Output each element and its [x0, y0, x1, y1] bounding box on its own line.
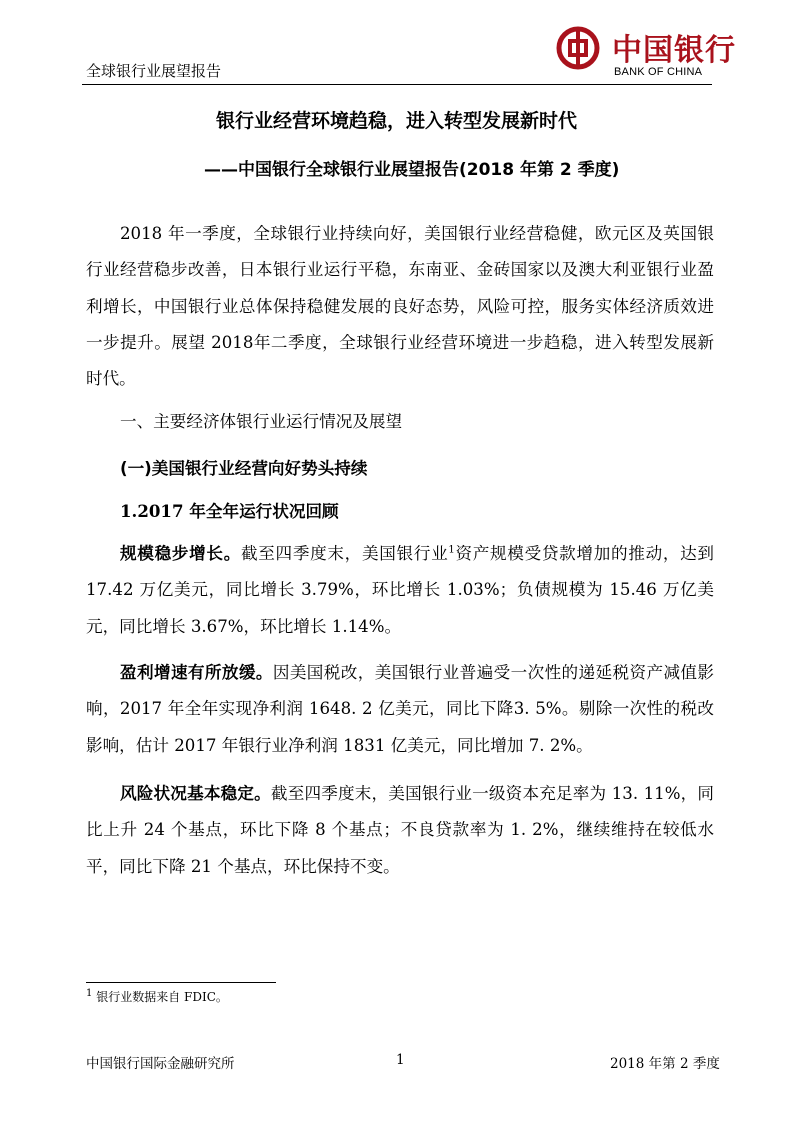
paragraph-risk-text: 截至四季度末，美国银行业一级资本充足率为 13. 11%，同比上升 24 个基点，环比下降 8 个基点；不良贷款率为 1. 2%，继续维持在较低水平，同比下降 21 个基点，环比保持不变。 — [86, 784, 714, 876]
logo-english-name: BANK OF CHINA — [614, 66, 703, 78]
footer-quarter: 2018 年第 2 季度 — [610, 1056, 720, 1072]
footnote-mark: 1 — [86, 988, 93, 999]
section-heading-1a: (一)美国银行业经营向好势头持续 — [120, 459, 368, 478]
paragraph-profit — [86, 655, 714, 764]
footnote-text: 银行业数据来自 FDIC。 — [92, 990, 228, 1004]
page-title: 银行业经营环境趋稳，进入转型发展新时代 — [215, 110, 577, 132]
page-subtitle: ——中国银行全球银行业展望报告(2018 年第 2 季度) — [204, 160, 620, 180]
logo-chinese-name: 中国银行 — [612, 33, 736, 68]
footnote-divider — [86, 982, 276, 983]
paragraph-scale-text-b: 资产规模受贷款增加的推动，达到 17.42 万亿美元，同比增长 3.79%，环比增长 1.03%；负债规模为 15.46 万亿美元，同比增长 3.67%，环比增长 1.14%。 — [86, 544, 715, 636]
section-heading-1: 一、主要经济体银行业运行情况及展望 — [120, 412, 403, 431]
footer-institute: 中国银行国际金融研究所 — [86, 1056, 235, 1072]
intro-paragraph: 2018 年一季度，全球银行业持续向好，美国银行业经营稳健，欧元区及英国银行业经营稳步改善，日本银行业运行平稳，东南亚、金砖国家以及澳大利亚银行业盈利增长，中国银行业总体保持稳健发展的良好态势，风险可控，服务实体经济质效进一步提升。展望 2018年二季度，全球银行业经营环境进一步趋稳，进入转型发展新时代。 — [86, 224, 714, 389]
paragraph-scale — [86, 536, 714, 645]
paragraph-profit-text: 因美国税改，美国银行业普遍受一次性的递延税资产减值影响，2017 年全年实现净利润 1648. 2 亿美元，同比下降3. 5%。剔除一次性的税改影响，估计 2017 年银行业净利润 1831 亿美元，同比增加 7. 2%。 — [86, 663, 714, 755]
paragraph-risk — [86, 776, 714, 885]
paragraph-scale-lead: 规模稳步增长。 — [120, 544, 241, 563]
footnote-ref[interactable]: 1 — [448, 544, 455, 556]
paragraph-profit-lead: 盈利增速有所放缓。 — [120, 663, 273, 682]
paragraph-risk-lead: 风险状况基本稳定。 — [120, 784, 271, 803]
footnote — [86, 988, 228, 1005]
header-title: 全球银行业展望报告 — [86, 62, 222, 80]
paragraph-scale-text-a: 截至四季度末，美国银行业 — [240, 544, 449, 563]
header-divider — [82, 84, 712, 85]
page-number: 1 — [396, 1052, 405, 1068]
section-heading-1a1: 1.2017 年全年运行状况回顾 — [120, 501, 339, 521]
